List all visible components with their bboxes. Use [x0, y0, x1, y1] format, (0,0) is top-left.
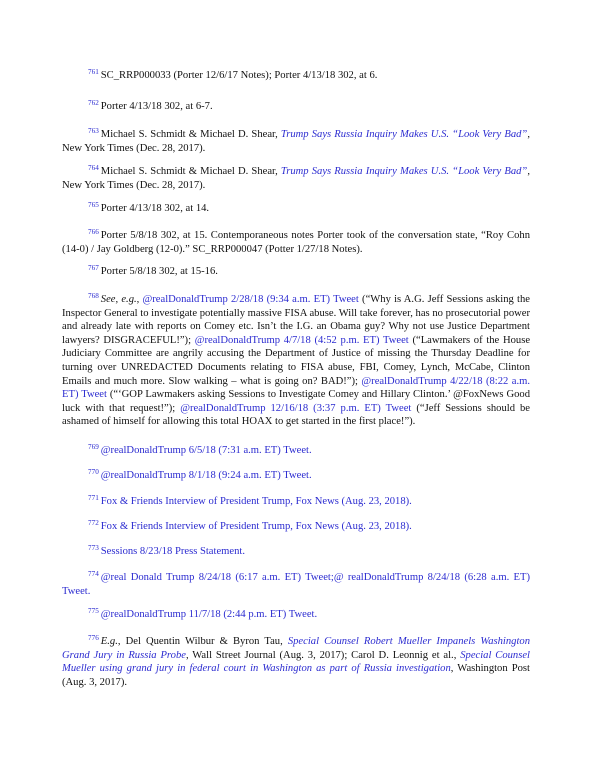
footnote-773 [62, 542, 530, 559]
tweet-quote-1: (“Why is A.G. Jeff Sessions asking the Inspector General to investigate potentially massive FISA abuse. Will take forever, has no prosecutorial power and already late with reports on Comey etc. Isn’t the I.G. an Obama guy? Why not use Justice Department lawyers? DISGRACEFUL!”); [62, 294, 530, 346]
footnote-769 [62, 441, 530, 458]
footnote-763 [62, 125, 530, 155]
footnote-author: , Del Quentin Wilbur & Byron Tau, [117, 636, 288, 647]
tweet-link[interactable]: @realDonaldTrump 8/1/18 (9:24 a.m. ET) Tweet. [100, 470, 312, 481]
footnote-number[interactable]: 765 [88, 201, 99, 209]
footnote-number[interactable]: 771 [88, 494, 99, 502]
tweet-quote-2: (“Lawmakers of the House Judiciary Committee are angrily accusing the Department of Justice of missing the Thursday Deadline for turning over UNREDACTED Documents relating to FISA abuse, FBI, Comey, Lynch, McCabe, Clinton Emails and much more. Slow walking – what is going on? BAD!”); [62, 334, 531, 387]
article-link[interactable]: Trump Says Russia Inquiry Makes U.S. “Look Very Bad” [280, 129, 528, 140]
footnote-766 [62, 226, 530, 256]
press-statement-link[interactable]: Sessions 8/23/18 Press Statement. [100, 546, 245, 557]
signal-eg: E.g. [100, 636, 118, 647]
footnote-number[interactable]: 769 [88, 443, 99, 451]
footnote-source: , New York Times (Dec. 28, 2017). [62, 129, 530, 154]
footnote-number[interactable]: 763 [88, 127, 99, 135]
footnote-767 [62, 262, 530, 279]
footnote-765 [62, 199, 530, 216]
tweet-link[interactable]: @realDonaldTrump 6/5/18 (7:31 a.m. ET) Tweet. [100, 445, 312, 456]
footnote-761 [62, 66, 530, 83]
tweet-link-2[interactable]: @realDonaldTrump 4/7/18 (4:52 p.m. ET) Tweet [194, 334, 409, 346]
tweet-link-1[interactable]: @realDonaldTrump 2/28/18 (9:34 a.m. ET) Tweet [142, 294, 359, 305]
footnote-number[interactable]: 764 [88, 164, 99, 172]
interview-link[interactable]: Fox & Friends Interview of President Trump, Fox News (Aug. 23, 2018). [100, 496, 412, 507]
footnote-number[interactable]: 773 [88, 544, 99, 552]
footnote-number[interactable]: 767 [88, 264, 99, 272]
footnote-author: Michael S. Schmidt & Michael D. Shear, [100, 129, 281, 140]
footnote-number[interactable]: 770 [88, 468, 99, 476]
footnote-number[interactable]: 761 [88, 68, 99, 76]
footnote-text: Porter 4/13/18 302, at 6-7. [100, 101, 213, 112]
footnote-772 [62, 517, 530, 534]
tweet-link[interactable]: @realDonaldTrump 11/7/18 (2:44 p.m. ET) Tweet. [100, 609, 318, 620]
footnote-764 [62, 162, 530, 192]
article-link-2[interactable]: Special Counsel Mueller using grand jury in federal court in Washington as part of Russia investigation [62, 649, 530, 675]
tweet-link-4[interactable]: @realDonaldTrump 12/16/18 (3:37 p.m. ET) Tweet [180, 402, 412, 414]
footnote-number[interactable]: 766 [88, 228, 99, 236]
footnote-source-1: , Wall Street Journal (Aug. 3, 2017); Carol D. Leonnig et al., [185, 649, 461, 661]
footnote-text: Porter 5/8/18 302, at 15. Contemporaneous notes Porter took of the conversation state, “Roy Cohn (14-0) / Jay Goldberg (12-0).” SC_RRP000047 (Potter 1/27/18 Notes). [62, 230, 530, 255]
tweet-link-3[interactable]: @realDonaldTrump 4/22/18 (8:22 a.m. ET) Tweet [62, 375, 530, 401]
footnote-source: , New York Times (Dec. 28, 2017). [62, 166, 530, 191]
interview-link[interactable]: Fox & Friends Interview of President Trump, Fox News (Aug. 23, 2018). [100, 521, 412, 532]
footnote-762 [62, 97, 530, 114]
article-link-1[interactable]: Special Counsel Robert Mueller Impanels Washington Grand Jury in Russia Probe [62, 636, 530, 661]
footnote-text: Porter 5/8/18 302, at 15-16. [100, 266, 218, 277]
footnote-776 [62, 632, 530, 689]
footnote-author: Michael S. Schmidt & Michael D. Shear, [100, 166, 281, 177]
footnote-number[interactable]: 772 [88, 519, 99, 527]
tweet-link[interactable]: @real Donald Trump 8/24/18 (6:17 a.m. ET) Tweet;@ realDonaldTrump 8/24/18 (6:28 a.m. ET) Tweet. [62, 572, 530, 597]
footnote-number[interactable]: 774 [88, 570, 99, 578]
footnote-number[interactable]: 776 [88, 634, 99, 642]
footnote-774 [62, 568, 530, 598]
tweet-quote-4: (“Jeff Sessions should be ashamed of himself for allowing this total HOAX to get started in the first place!”). [62, 402, 531, 428]
footnote-771 [62, 492, 530, 509]
footnote-text: Porter 4/13/18 302, at 14. [100, 203, 210, 214]
signal-see-eg: See, e.g., [100, 294, 140, 305]
footnote-number[interactable]: 762 [88, 99, 99, 107]
tweet-quote-3: (“‘GOP Lawmakers asking Sessions to Investigate Comey and Hillary Clinton.’ @FoxNews Good luck with that request!”); [62, 389, 531, 414]
footnote-text: SC_RRP000033 (Porter 12/6/17 Notes); Porter 4/13/18 302, at 6. [100, 70, 378, 81]
footnote-source-2: , Washington Post (Aug. 3, 2017). [62, 663, 530, 688]
article-link[interactable]: Trump Says Russia Inquiry Makes U.S. “Look Very Bad” [280, 166, 528, 177]
footnote-770 [62, 466, 530, 483]
footnote-775 [62, 605, 530, 622]
footnote-768 [62, 290, 530, 429]
footnote-number[interactable]: 768 [88, 292, 99, 300]
footnote-number[interactable]: 775 [88, 607, 99, 615]
